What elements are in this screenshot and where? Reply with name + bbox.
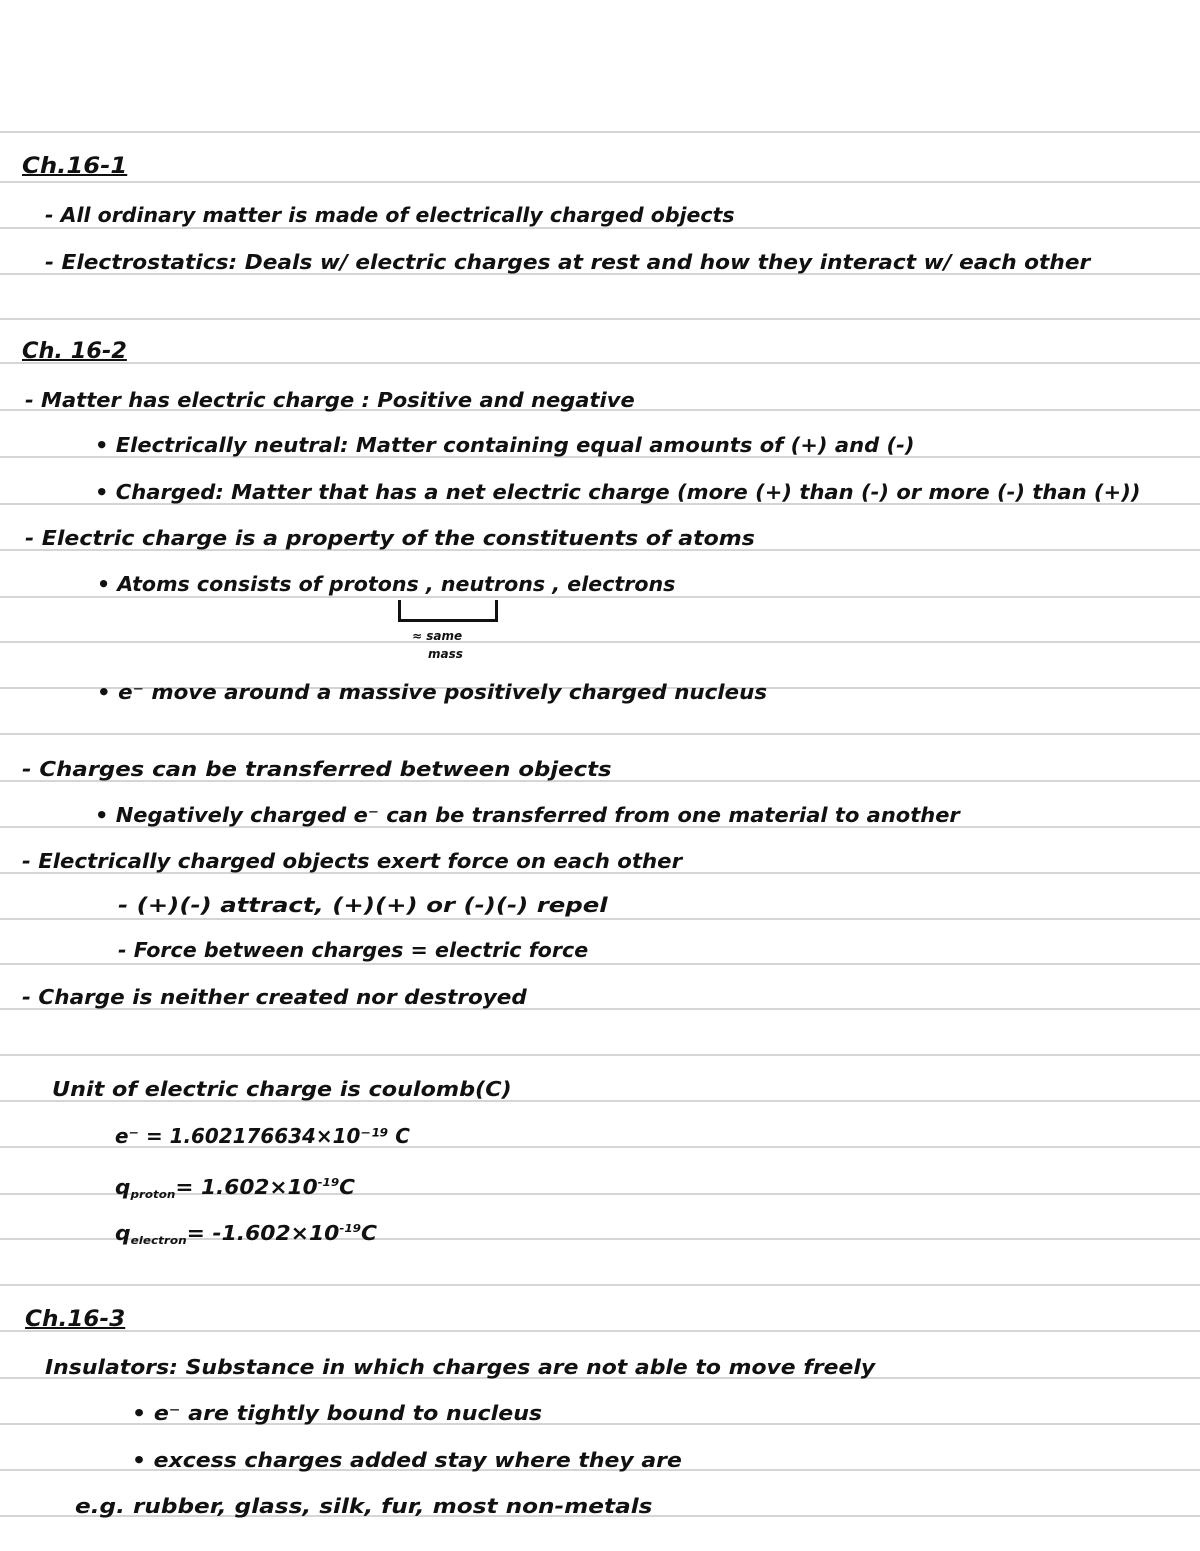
ruled-line — [0, 1284, 1200, 1286]
q-exponent: -19 — [317, 1176, 340, 1189]
note-line: Unit of electric charge is coulomb(C) — [52, 1077, 512, 1101]
annotation: mass — [428, 647, 463, 661]
note-line: - Electrostatics: Deals w/ electric charges at rest and how they interact w/ each other — [45, 250, 1091, 274]
equation-q-electron — [115, 1217, 377, 1253]
note-line: - Matter has electric charge : Positive and negative — [25, 388, 635, 412]
q-subscript: electron — [130, 1234, 187, 1247]
note-line: e.g. rubber, glass, silk, fur, most non-metals — [75, 1494, 653, 1518]
ruled-line — [0, 641, 1200, 643]
ruled-line — [0, 227, 1200, 229]
note-line: • e⁻ move around a massive positively charged nucleus — [97, 680, 768, 704]
note-line: • Atoms consists of protons , neutrons , electrons — [97, 572, 676, 596]
note-line: • Negatively charged e⁻ can be transferred from one material to another — [95, 803, 960, 827]
q-symbol: q — [115, 1221, 131, 1245]
equation-e: e⁻ = 1.602176634×10⁻¹⁹ C — [115, 1124, 410, 1148]
note-line: - Electric charge is a property of the constituents of atoms — [25, 526, 755, 550]
note-line: • Electrically neutral: Matter containing equal amounts of (+) and (-) — [95, 433, 915, 457]
note-line: • Charged: Matter that has a net electric charge (more (+) than (-) or more (-) than (+)) — [95, 480, 1141, 504]
note-line: - Charge is neither created nor destroyed — [22, 985, 527, 1009]
ruled-line — [0, 1054, 1200, 1056]
note-line: - All ordinary matter is made of electrically charged objects — [45, 203, 735, 227]
ruled-line — [0, 131, 1200, 133]
note-line: Insulators: Substance in which charges are not able to move freely — [45, 1355, 876, 1379]
note-line: - Force between charges = electric force — [118, 938, 589, 962]
section-heading: Ch.16-3 — [25, 1307, 126, 1332]
q-symbol: q — [115, 1175, 131, 1199]
mass-bracket — [398, 600, 498, 622]
note-line: - (+)(-) attract, (+)(+) or (-)(-) repel — [118, 893, 608, 917]
ruled-line — [0, 596, 1200, 598]
note-line: - Charges can be transferred between objects — [22, 757, 612, 781]
section-heading: Ch.16-1 — [22, 154, 128, 179]
ruled-line — [0, 362, 1200, 364]
ruled-line — [0, 963, 1200, 965]
q-unit: C — [361, 1221, 378, 1245]
ruled-line — [0, 918, 1200, 920]
note-line: - Electrically charged objects exert force on each other — [22, 849, 683, 873]
q-unit: C — [339, 1175, 355, 1199]
ruled-line — [0, 181, 1200, 183]
q-value: = -1.602×10 — [186, 1221, 340, 1245]
q-value: = 1.602×10 — [175, 1175, 318, 1199]
equation-q-proton — [115, 1171, 355, 1207]
annotation: ≈ same — [412, 629, 463, 643]
ruled-line — [0, 1330, 1200, 1332]
ruled-line — [0, 318, 1200, 320]
note-line: • excess charges added stay where they are — [132, 1448, 682, 1472]
note-line: • e⁻ are tightly bound to nucleus — [132, 1401, 543, 1425]
ruled-line — [0, 733, 1200, 735]
q-exponent: -19 — [339, 1222, 362, 1235]
section-heading: Ch. 16-2 — [22, 339, 127, 364]
q-subscript: proton — [130, 1188, 176, 1201]
